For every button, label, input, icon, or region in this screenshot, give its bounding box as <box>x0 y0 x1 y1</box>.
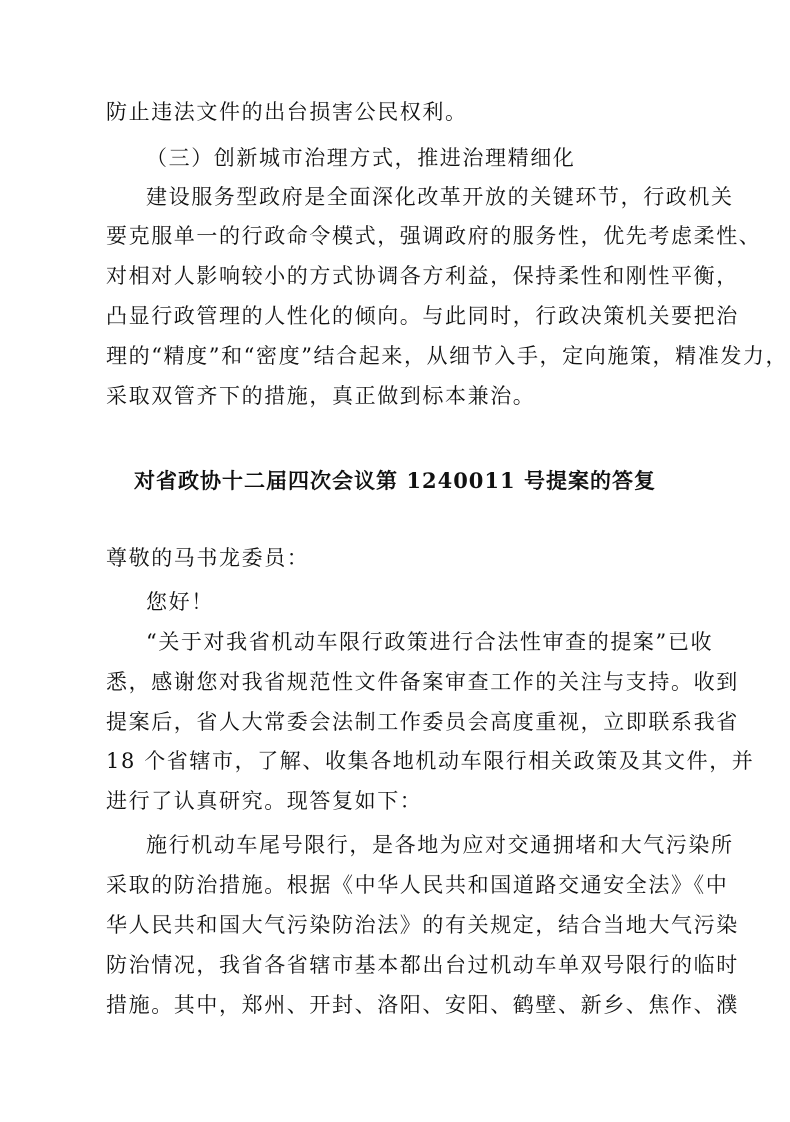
paragraph-line: 凸显行政管理的人性化的倾向。与此同时，行政决策机关要把治 <box>106 304 739 328</box>
paragraph-line: 对相对人影响较小的方式协调各方利益，保持柔性和刚性平衡， <box>106 264 739 288</box>
paragraph-line: 措施。其中，郑州、开封、洛阳、安阳、鹤壁、新乡、焦作、濮 <box>106 993 739 1017</box>
paragraph-line: 18 个省辖市，了解、收集各地机动车限行相关政策及其文件，并 <box>106 749 755 773</box>
paragraph-line: 采取的防治措施。根据《中华人民共和国道路交通安全法》《中 <box>106 873 729 897</box>
paragraph-line: 进行了认真研究。现答复如下： <box>106 789 423 813</box>
paragraph-line: “关于对我省机动车限行政策进行合法性审查的提案”已收 <box>146 630 714 654</box>
greeting: 您好！ <box>146 590 214 614</box>
paragraph-line: 采取双管齐下的措施，真正做到标本兼治。 <box>106 384 536 408</box>
paragraph-line: 悉，感谢您对我省规范性文件备案审查工作的关注与支持。收到 <box>106 670 739 694</box>
paragraph-line: 施行机动车尾号限行，是各地为应对交通拥堵和大气污染所 <box>146 833 734 857</box>
salutation: 尊敬的马书龙委员： <box>106 546 310 570</box>
paragraph-line: 华人民共和国大气污染防治法》的有关规定，结合当地大气污染 <box>106 913 739 937</box>
paragraph-line: 提案后，省人大常委会法制工作委员会高度重视，立即联系我省 <box>106 710 739 734</box>
reply-title: 对省政协十二届四次会议第 1240011 号提案的答复 <box>134 468 656 493</box>
paragraph-line: 防止违法文件的出台损害公民权利。 <box>106 100 468 124</box>
section-heading: （三）创新城市治理方式，推进治理精细化 <box>146 146 576 170</box>
paragraph-line: 理的“精度”和“密度”结合起来，从细节入手，定向施策，精准发力， <box>106 344 789 368</box>
paragraph-line: 建设服务型政府是全面深化改革开放的关键环节，行政机关 <box>146 185 734 209</box>
paragraph-line: 防治情况，我省各省辖市基本都出台过机动车单双号限行的临时 <box>106 953 739 977</box>
paragraph-line: 要克服单一的行政命令模式，强调政府的服务性，优先考虑柔性、 <box>106 224 762 248</box>
